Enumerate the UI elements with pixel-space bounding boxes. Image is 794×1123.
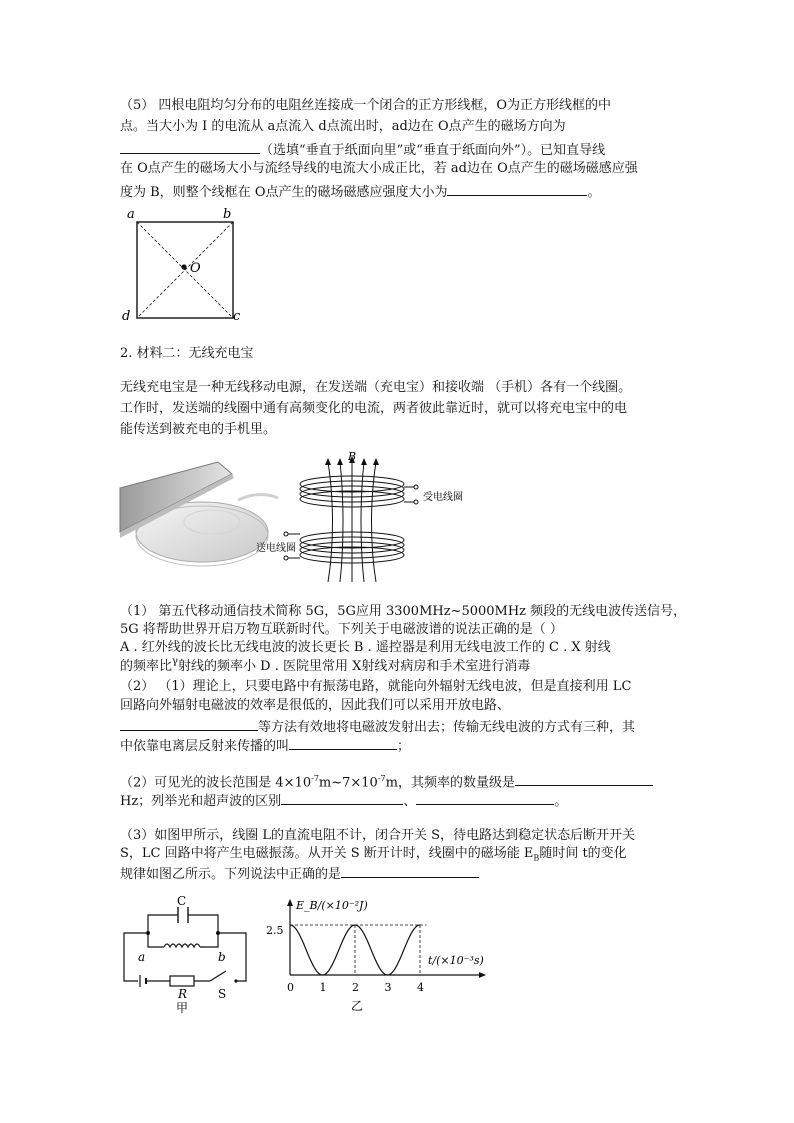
p1-line-4-b: 射线的频率小 D . 医院里常用 X射线对病房和手术室进行消毒 (178, 659, 531, 674)
section-2-title: 2. 材料二：无线充电宝 (120, 346, 254, 361)
x-axis-arrow (479, 972, 486, 978)
answer-blank-frequency[interactable] (515, 771, 653, 786)
label-o: O (190, 261, 201, 276)
field-label-b: B (348, 450, 357, 463)
p2-line-2: 回路向外辐射电磁波的效率是很低的，因此我们可以采用开放电路、 (120, 698, 511, 713)
p3-line-1-a: （2）可见光的波长范围是 4×10 (120, 775, 312, 791)
send-terminal-2 (284, 556, 288, 560)
energy-subscript: B (533, 853, 540, 863)
resistor-r (170, 976, 194, 986)
node-a (146, 931, 150, 935)
p4-line-3-text: 规律如图乙所示。下列说法中正确的是 (120, 867, 342, 882)
p2-line-4 (120, 735, 410, 756)
gamma-symbol: γ (172, 656, 178, 667)
x-axis-label: t/(×10⁻³s) (428, 954, 484, 967)
p1-line-2: 5G 将帮助世界开启万物互联新时代。下列关于电磁波谱的说法正确的是（ ） (120, 622, 563, 637)
receiving-coil (300, 476, 404, 507)
p1-line-3: A . 红外线的波长比无线电波的波长更长 B . 遥控器是利用无线电波工作的 C . X 射线 (120, 640, 611, 655)
p1-line-4-a: 的频率比 (120, 659, 173, 674)
p3-line-1-c: m，其频率的数量级是 (385, 775, 515, 791)
p3-line-1-b: m~7×10 (318, 775, 378, 791)
q5-line-1: （5） 四根电阻均匀分布的电阻丝连接成一个闭合的正方形线框，O为正方形线框的中 (120, 98, 612, 113)
label-node-a: a (138, 950, 146, 964)
switch-contact (234, 979, 237, 982)
answer-blank-direction[interactable] (120, 139, 260, 154)
switch-wire (210, 971, 226, 981)
q5-line-4: 在 O点产生的磁场大小与流经导线的电流大小成正比，若 ad边在 O点产生的磁场磁感应强 (120, 161, 638, 176)
exponent-2: -7 (377, 774, 386, 783)
x-tick-label: 3 (384, 981, 392, 994)
label-resistor: R (178, 987, 188, 1001)
p3-line-2 (120, 790, 567, 811)
y-axis-label: E_B/(×10⁻²J) (296, 899, 368, 912)
cable (238, 494, 278, 500)
exponent-1: -7 (311, 774, 319, 783)
p3-line-2-a: Hz；列举光和超声波的区别 (120, 794, 282, 809)
p4-line-2-a: S，LC 回路中将产生电磁振荡。从开关 S 断开计时，线圈中的磁场能 E (120, 846, 534, 861)
send-terminal-1 (284, 532, 288, 536)
intro-line-3: 能传送到被充电的手机里。 (120, 422, 277, 437)
p3-line-2-end: 。 (554, 794, 568, 809)
intro-line-2: 工作时，发送端的线圈中通有高频变化的电流，两者彼此靠近时，就可以将充电宝中的电 (120, 401, 628, 416)
label-node-b: b (218, 950, 226, 964)
wireless-charger-photo (120, 460, 280, 575)
caption-yi: 乙 (351, 999, 364, 1013)
q5-line-2: 点。当大小为 I 的电流从 a点流入 d点流出时，ad边在 O点产生的磁场方向为 (120, 119, 566, 134)
answer-blank-difference-2[interactable] (416, 790, 554, 805)
q5-line-5 (120, 181, 601, 202)
p2-line-3 (120, 716, 635, 737)
label-c: c (233, 309, 241, 324)
answer-blank-correct-option[interactable] (341, 863, 479, 878)
answer-blank-difference-1[interactable] (281, 790, 403, 805)
p4-line-3 (120, 863, 479, 884)
answer-blank-method[interactable] (120, 716, 258, 731)
coil-diagram (256, 450, 482, 585)
q5-line-5-end: 。 (587, 185, 601, 200)
x-tick-label: 1 (319, 981, 327, 994)
x-tick-label: 4 (417, 981, 424, 994)
answer-blank-b-total[interactable] (447, 181, 587, 196)
p2-line-1: （2） （1）理论上，只要电路中有振荡电路，就能向外辐射无线电波，但是直接利用 LC (120, 679, 632, 694)
receive-coil-label: 受电线圈 (423, 492, 463, 503)
q5-line-3-text: （选填“垂直于纸面向里”或“垂直于纸面向外”）。已知直导线 (260, 143, 606, 158)
p2-line-4-text: 中依靠电离层反射来传播的叫 (120, 739, 290, 754)
p4-line-1: （3）如图甲所示，线圈 L的直流电阻不计，闭合开关 S，待电路达到稳定状态后断开开关 (120, 828, 636, 843)
p3-line-1 (120, 770, 653, 792)
label-b: b (223, 207, 232, 222)
lc-circuit-diagram (118, 895, 258, 1020)
y-axis-arrow (287, 899, 293, 906)
q5-line-3 (120, 139, 605, 160)
p4-line-2-c: 随时间 t的变化 (539, 846, 627, 861)
square-frame-figure (115, 200, 250, 325)
label-capacitor: C (177, 894, 187, 908)
p3-line-2-sep: 、 (403, 794, 417, 809)
p1-line-1: （1） 第五代移动通信技术简称 5G，5G应用 3300MHz~5000MHz 频段的无线电波传送信号， (120, 604, 687, 619)
y-tick-2-5: 2.5 (266, 924, 284, 937)
p1-line-4 (120, 658, 530, 677)
node-b (216, 931, 220, 935)
sending-coil (300, 532, 404, 563)
label-switch: S (218, 987, 227, 1001)
magnetic-energy-chart (262, 893, 492, 1023)
inductor-coil (164, 944, 200, 947)
send-coil-label: 送电线圈 (256, 543, 296, 554)
p2-line-3-text: 等方法有效地将电磁波发射出去；传输无线电波的方式有三种，其 (258, 720, 636, 735)
intro-line-1: 无线充电宝是一种无线移动电源，在发送端（充电宝）和接收端 （手机）各有一个线圈。 (120, 380, 632, 395)
capacitor-branch (148, 915, 218, 933)
caption-jia: 甲 (176, 1001, 189, 1015)
label-d: d (122, 309, 131, 324)
x-tick-label: 2 (352, 981, 359, 994)
receive-terminal-1 (414, 485, 418, 489)
p2-line-4-end: ； (397, 739, 411, 754)
receive-terminal-2 (414, 500, 418, 504)
x-tick-label: 0 (287, 981, 294, 994)
center-point-o (181, 264, 186, 269)
magnetic-field-lines (328, 462, 376, 582)
q5-line-5-text: 度为 B，则整个线框在 O点产生的磁场磁感应强度大小为 (120, 185, 448, 200)
answer-blank-propagation[interactable] (289, 735, 397, 750)
label-a: a (127, 207, 135, 222)
